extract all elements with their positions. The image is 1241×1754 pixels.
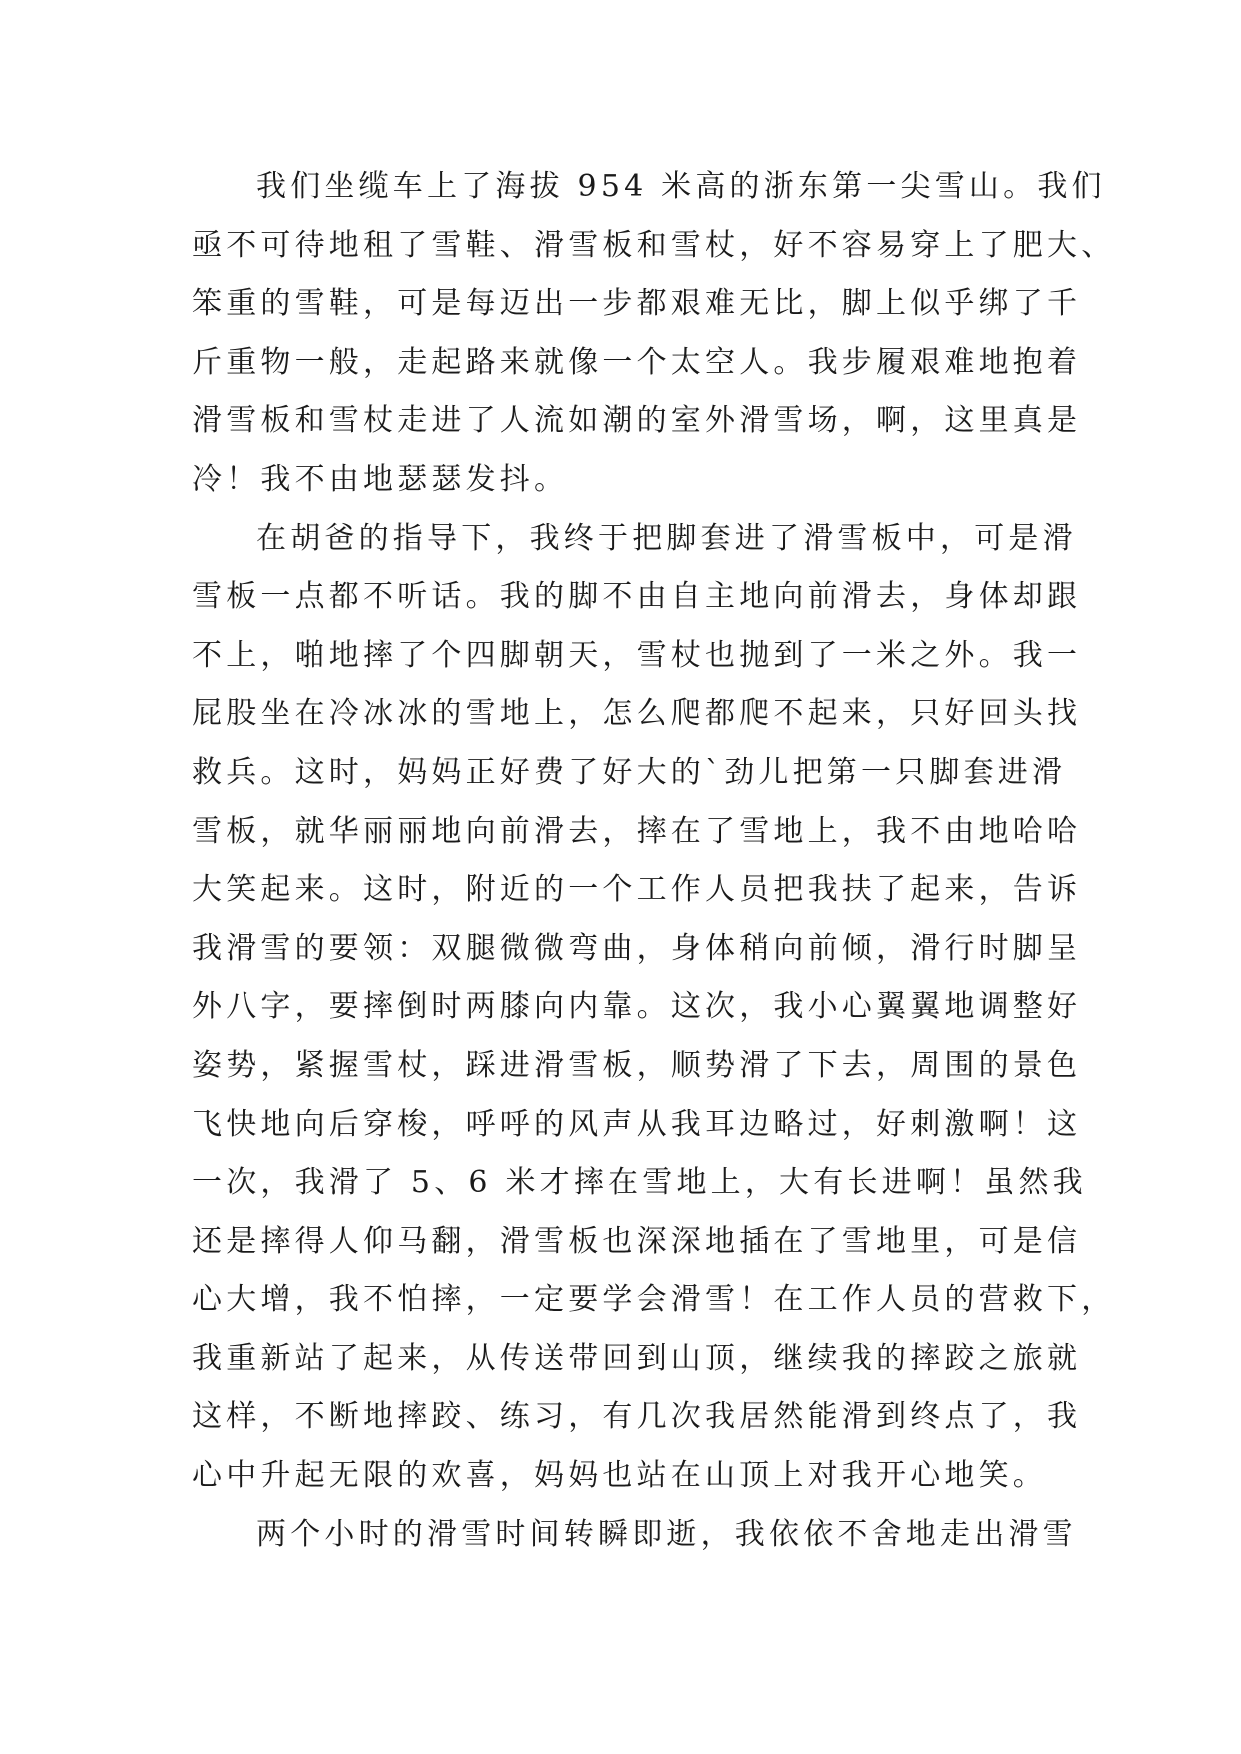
paragraph-line: 屁股坐在冷冰冰的雪地上，怎么爬都爬不起来，只好回头找 [192, 696, 1082, 732]
paragraph-line: 飞快地向后穿梭，呼呼的风声从我耳边略过，好刺激啊！这 [192, 1106, 1082, 1142]
paragraph-line: 大笑起来。这时，附近的一个工作人员把我扶了起来，告诉 [192, 872, 1082, 908]
paragraph-line: 笨重的雪鞋，可是每迈出一步都艰难无比，脚上似乎绑了千 [192, 286, 1082, 322]
paragraph-line: 我重新站了起来，从传送带回到山顶，继续我的摔跤之旅就 [192, 1340, 1082, 1376]
paragraph-line: 雪板一点都不听话。我的脚不由自主地向前滑去，身体却跟 [192, 579, 1082, 615]
paragraph-line: 救兵。这时，妈妈正好费了好大的`劲儿把第一只脚套进滑 [192, 754, 1067, 790]
paragraph-line: 我们坐缆车上了海拔 954 米高的浙东第一尖雪山。我们 [256, 169, 1106, 204]
paragraph-line: 两个小时的滑雪时间转瞬即逝，我依依不舍地走出滑雪 [256, 1516, 1077, 1552]
paragraph-line: 雪板，就华丽丽地向前滑去，摔在了雪地上，我不由地哈哈 [192, 813, 1082, 849]
paragraph-2 [192, 510, 1116, 1506]
paragraph-line: 还是摔得人仰马翻，滑雪板也深深地插在了雪地里，可是信 [192, 1223, 1082, 1259]
paragraph-3 [192, 1506, 1077, 1565]
paragraph-line: 我滑雪的要领：双腿微微弯曲，身体稍向前倾，滑行时脚呈 [192, 930, 1082, 966]
paragraph-line: 心大增，我不怕摔，一定要学会滑雪！在工作人员的营救下， [192, 1282, 1116, 1318]
document-body [192, 158, 1116, 1564]
paragraph-line: 亟不可待地租了雪鞋、滑雪板和雪杖，好不容易穿上了肥大、 [192, 227, 1116, 263]
paragraph-line: 冷！我不由地瑟瑟发抖。 [192, 461, 569, 497]
paragraph-1 [192, 158, 1116, 510]
paragraph-line: 在胡爸的指导下，我终于把脚套进了滑雪板中，可是滑 [256, 520, 1077, 556]
paragraph-line: 外八字，要摔倒时两膝向内靠。这次，我小心翼翼地调整好 [192, 989, 1082, 1025]
paragraph-line: 心中升起无限的欢喜，妈妈也站在山顶上对我开心地笑。 [192, 1458, 1047, 1494]
paragraph-line: 斤重物一般，走起路来就像一个太空人。我步履艰难地抱着 [192, 344, 1082, 380]
paragraph-line: 姿势，紧握雪杖，踩进滑雪板，顺势滑了下去，周围的景色 [192, 1047, 1082, 1083]
paragraph-line: 一次，我滑了 5、6 米才摔在雪地上，大有长进啊！虽然我 [192, 1165, 1087, 1201]
paragraph-line: 这样，不断地摔跤、练习，有几次我居然能滑到终点了，我 [192, 1399, 1082, 1435]
paragraph-line: 滑雪板和雪杖走进了人流如潮的室外滑雪场，啊，这里真是 [192, 403, 1082, 439]
paragraph-line: 不上，啪地摔了个四脚朝天，雪杖也抛到了一米之外。我一 [192, 637, 1082, 673]
